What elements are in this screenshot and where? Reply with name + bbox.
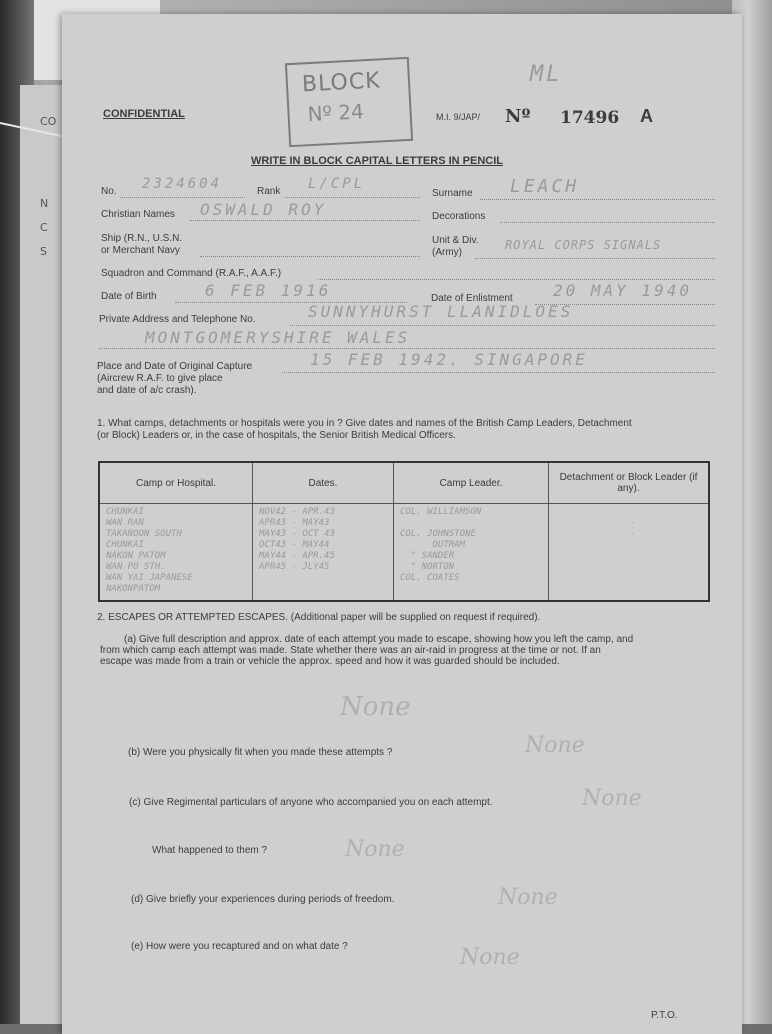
- unit-value: ROYAL CORPS SIGNALS: [505, 238, 662, 252]
- service-no-label: No.: [101, 186, 117, 197]
- service-no-value: 2324604: [142, 176, 223, 192]
- form-number: 17496: [560, 108, 620, 128]
- christian-names-line: [190, 220, 420, 221]
- answer-2c: None: [582, 786, 642, 811]
- table-cell: [549, 504, 710, 602]
- squadron-label: Squadron and Command (R.A.F., A.A.F.): [101, 268, 282, 279]
- question-2a-cont: escape was made from a train or vehicle the approx. speed and how it was guarded should be included.: [100, 656, 560, 667]
- question-2b: (b) Were you physically fit when you made these attempts ?: [128, 747, 393, 758]
- pto-label: P.T.O.: [651, 1010, 678, 1021]
- block-stamp-label: BLOCK: [301, 68, 382, 98]
- column-header: Camp or Hospital.: [99, 462, 253, 504]
- question-2d: (d) Give briefly your experiences during periods of freedom.: [131, 894, 395, 905]
- table-cell: [253, 504, 394, 602]
- christian-names-value: OSWALD ROY: [200, 200, 327, 219]
- address-label: Private Address and Telephone No.: [99, 314, 256, 325]
- back-sheet-text: N: [40, 197, 49, 210]
- capture-label-2: (Aircrew R.A.F. to give place: [97, 373, 223, 384]
- answer-2d: None: [498, 885, 558, 910]
- number-label: Nº: [505, 106, 531, 127]
- surname-value: LEACH: [510, 176, 580, 197]
- decorations-label: Decorations: [432, 211, 486, 222]
- form-code: M.I. 9/JAP/: [436, 112, 481, 122]
- form-suffix: A: [640, 106, 653, 126]
- instruction-heading: WRITE IN BLOCK CAPITAL LETTERS IN PENCIL: [251, 155, 503, 167]
- capture-value: 15 FEB 1942. SINGAPORE: [310, 350, 588, 369]
- table-cell: [99, 504, 253, 602]
- back-sheet-text: C: [40, 221, 48, 234]
- block-stamp: [285, 57, 413, 147]
- leader-list: COL. WILLIAMSON COL. JOHNSTONE OUTRAM " SANDER " NORTON COL. COATES: [400, 507, 482, 583]
- capture-label-3: and date of a/c crash).: [97, 385, 197, 396]
- dob-label: Date of Birth: [101, 291, 157, 302]
- question-2a-cont: from which camp each attempt was made. State whether there was an air-raid in progress at the time or not. If an: [100, 645, 601, 656]
- back-sheet-text: CO: [40, 115, 57, 128]
- surname-label: Surname: [432, 188, 473, 199]
- question-1-cont: (or Block) Leaders or, in the case of hospitals, the Senior British Medical Officers.: [97, 430, 456, 441]
- question-2c-followup: What happened to them ?: [152, 845, 268, 856]
- answer-2c-followup: None: [345, 837, 405, 862]
- dates-list: NOV42 - APR.43 APR43 - MAY43 MAY43 - OCT 43 OCT43 - MAY44 MAY44 - APR.45 APR45 - JLY45: [259, 507, 335, 572]
- unit-line: [475, 258, 715, 259]
- table-row: [99, 504, 709, 602]
- question-2c: (c) Give Regimental particulars of anyone who accompanied you on each attempt.: [129, 797, 493, 808]
- camps-table: [98, 461, 710, 602]
- column-header: Detachment or Block Leader (if any).: [549, 462, 710, 504]
- ship-label-2: or Merchant Navy: [101, 245, 180, 256]
- decorations-line: [500, 222, 715, 223]
- enlistment-value: 20 MAY 1940: [553, 281, 692, 300]
- camp-list: CHUNKAI WAN RAN TAKANOON SOUTH CHUNKAI NAKON PATOM WAN PO STH. WAN YAI JAPANESE NAKONPATOM: [106, 507, 193, 594]
- enlistment-label: Date of Enlistment: [431, 293, 513, 304]
- service-no-line: [120, 197, 245, 198]
- capture-line: [282, 372, 715, 373]
- address-line: [290, 325, 715, 326]
- question-2-title: 2. ESCAPES OR ATTEMPTED ESCAPES. (Additional paper will be supplied on request if required).: [97, 612, 541, 623]
- confidential-heading: CONFIDENTIAL: [103, 108, 185, 120]
- rank-label: Rank: [257, 186, 281, 197]
- unit-label-2: (Army): [432, 247, 462, 258]
- christian-names-label: Christian Names: [101, 209, 175, 220]
- answer-2a: None: [340, 692, 411, 722]
- address-value: SUNNYHURST LLANIDLOES: [308, 302, 574, 321]
- capture-label: Place and Date of Original Capture: [97, 361, 253, 372]
- column-header: Dates.: [253, 462, 394, 504]
- unit-label: Unit & Div.: [432, 235, 479, 246]
- surname-line: [480, 199, 715, 200]
- detachment-list: - -: [629, 518, 636, 539]
- column-header: Camp Leader.: [394, 462, 549, 504]
- block-stamp-number: Nº 24: [306, 99, 365, 127]
- rank-value: L/CPL: [308, 176, 366, 192]
- rank-line: [285, 197, 420, 198]
- answer-2e: None: [460, 945, 520, 970]
- address-value-2: MONTGOMERYSHIRE WALES: [145, 328, 411, 347]
- address-line-2: [99, 348, 715, 349]
- question-2a: (a) Give full description and approx. date of each attempt you made to escape, showing how you left the camp, and: [124, 634, 634, 645]
- table-header-row: [99, 462, 709, 504]
- question-1: 1. What camps, detachments or hospitals were you in ? Give dates and names of the British Camp Leaders, Detachment: [97, 418, 632, 429]
- question-2e: (e) How were you recaptured and on what date ?: [131, 941, 348, 952]
- ship-line: [200, 256, 420, 257]
- squadron-line: [318, 279, 715, 280]
- ship-label: Ship (R.N., U.S.N.: [101, 233, 183, 244]
- dob-value: 6 FEB 1916: [205, 281, 332, 300]
- table-cell: [394, 504, 549, 602]
- back-sheet-text: S: [40, 245, 47, 258]
- handwritten-initials: ML: [530, 62, 563, 87]
- answer-2b: None: [525, 733, 585, 758]
